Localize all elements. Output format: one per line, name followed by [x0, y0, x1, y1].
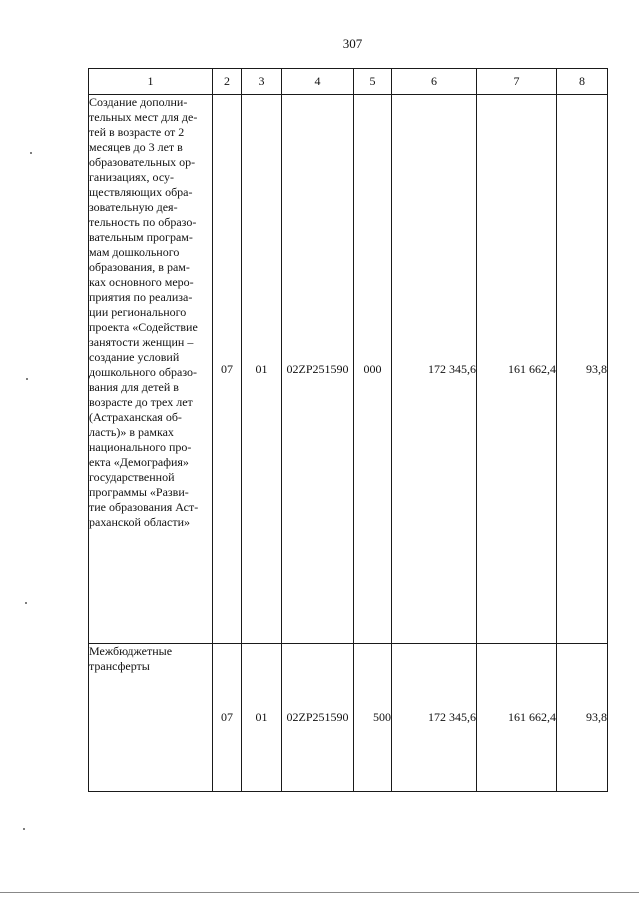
- header-cell-1: 1: [89, 69, 213, 95]
- name-line: приятия по реализа-: [89, 290, 193, 304]
- table-row: [89, 644, 608, 792]
- name-line: зовательную дея-: [89, 200, 178, 214]
- name-line: государственной: [89, 470, 175, 484]
- name-line: Межбюджетные: [89, 644, 173, 658]
- name-line: вательным програм-: [89, 230, 193, 244]
- name-line: ласть)» в рамках: [89, 425, 174, 439]
- target-article-cell: 02ZP251590: [282, 95, 354, 644]
- name-line: вания для детей в: [89, 380, 179, 394]
- name-line: ганизациях, осу-: [89, 170, 174, 184]
- header-cell-7: 7: [477, 69, 557, 95]
- name-line: национального про-: [89, 440, 192, 454]
- name-line: раханской области»: [89, 515, 190, 529]
- amount-actual-cell: 161 662,4: [477, 95, 557, 644]
- table-row: [89, 95, 608, 644]
- amount-plan-cell: 172 345,6: [392, 95, 477, 644]
- name-line: ках основного меро-: [89, 275, 194, 289]
- section-cell: 07: [213, 95, 242, 644]
- name-line: ции регионального: [89, 305, 187, 319]
- name-line: тельных мест для де-: [89, 110, 198, 124]
- margin-speck: [23, 828, 25, 830]
- header-cell-8: 8: [557, 69, 608, 95]
- name-line: дошкольного образо-: [89, 365, 198, 379]
- percent-cell: 93,8: [557, 95, 608, 644]
- row-name-cell: [89, 95, 213, 644]
- name-line: (Астраханская об-: [89, 410, 182, 424]
- name-line: мам дошкольного: [89, 245, 180, 259]
- name-line: трансферты: [89, 659, 150, 673]
- header-row: [89, 69, 608, 95]
- name-line: екта «Демография»: [89, 455, 189, 469]
- margin-speck: [26, 378, 28, 380]
- subsection-cell: 01: [242, 644, 282, 792]
- header-cell-6: 6: [392, 69, 477, 95]
- header-cell-2: 2: [213, 69, 242, 95]
- amount-plan-cell: 172 345,6: [392, 644, 477, 792]
- page-number: 307: [342, 36, 363, 51]
- percent-cell: 93,8: [557, 644, 608, 792]
- amount-actual-cell: 161 662,4: [477, 644, 557, 792]
- section-cell: 07: [213, 644, 242, 792]
- name-line: ществляющих обра-: [89, 185, 193, 199]
- name-line: проекта «Содействие: [89, 320, 198, 334]
- budget-table: [88, 68, 608, 792]
- name-line: программы «Разви-: [89, 485, 189, 499]
- margin-speck: [25, 602, 27, 604]
- row-name-cell: [89, 644, 213, 792]
- name-line: образовательных ор-: [89, 155, 196, 169]
- name-line: тей в возрасте от 2: [89, 125, 185, 139]
- name-line: образования, в рам-: [89, 260, 190, 274]
- name-line: тие образования Аст-: [89, 500, 199, 514]
- margin-speck: [30, 152, 32, 154]
- header-cell-5: 5: [354, 69, 392, 95]
- target-article-cell: 02ZP251590: [282, 644, 354, 792]
- header-cell-4: 4: [282, 69, 354, 95]
- subsection-cell: 01: [242, 95, 282, 644]
- name-line: Создание дополни-: [89, 95, 188, 109]
- scan-edge-line: [0, 892, 639, 893]
- expense-type-cell: 500: [354, 644, 392, 792]
- header-cell-3: 3: [242, 69, 282, 95]
- name-line: возрасте до трех лет: [89, 395, 193, 409]
- expense-type-cell: 000: [354, 95, 392, 644]
- name-line: месяцев до 3 лет в: [89, 140, 183, 154]
- name-line: занятости женщин –: [89, 335, 194, 349]
- name-line: создание условий: [89, 350, 180, 364]
- name-line: тельность по образо-: [89, 215, 197, 229]
